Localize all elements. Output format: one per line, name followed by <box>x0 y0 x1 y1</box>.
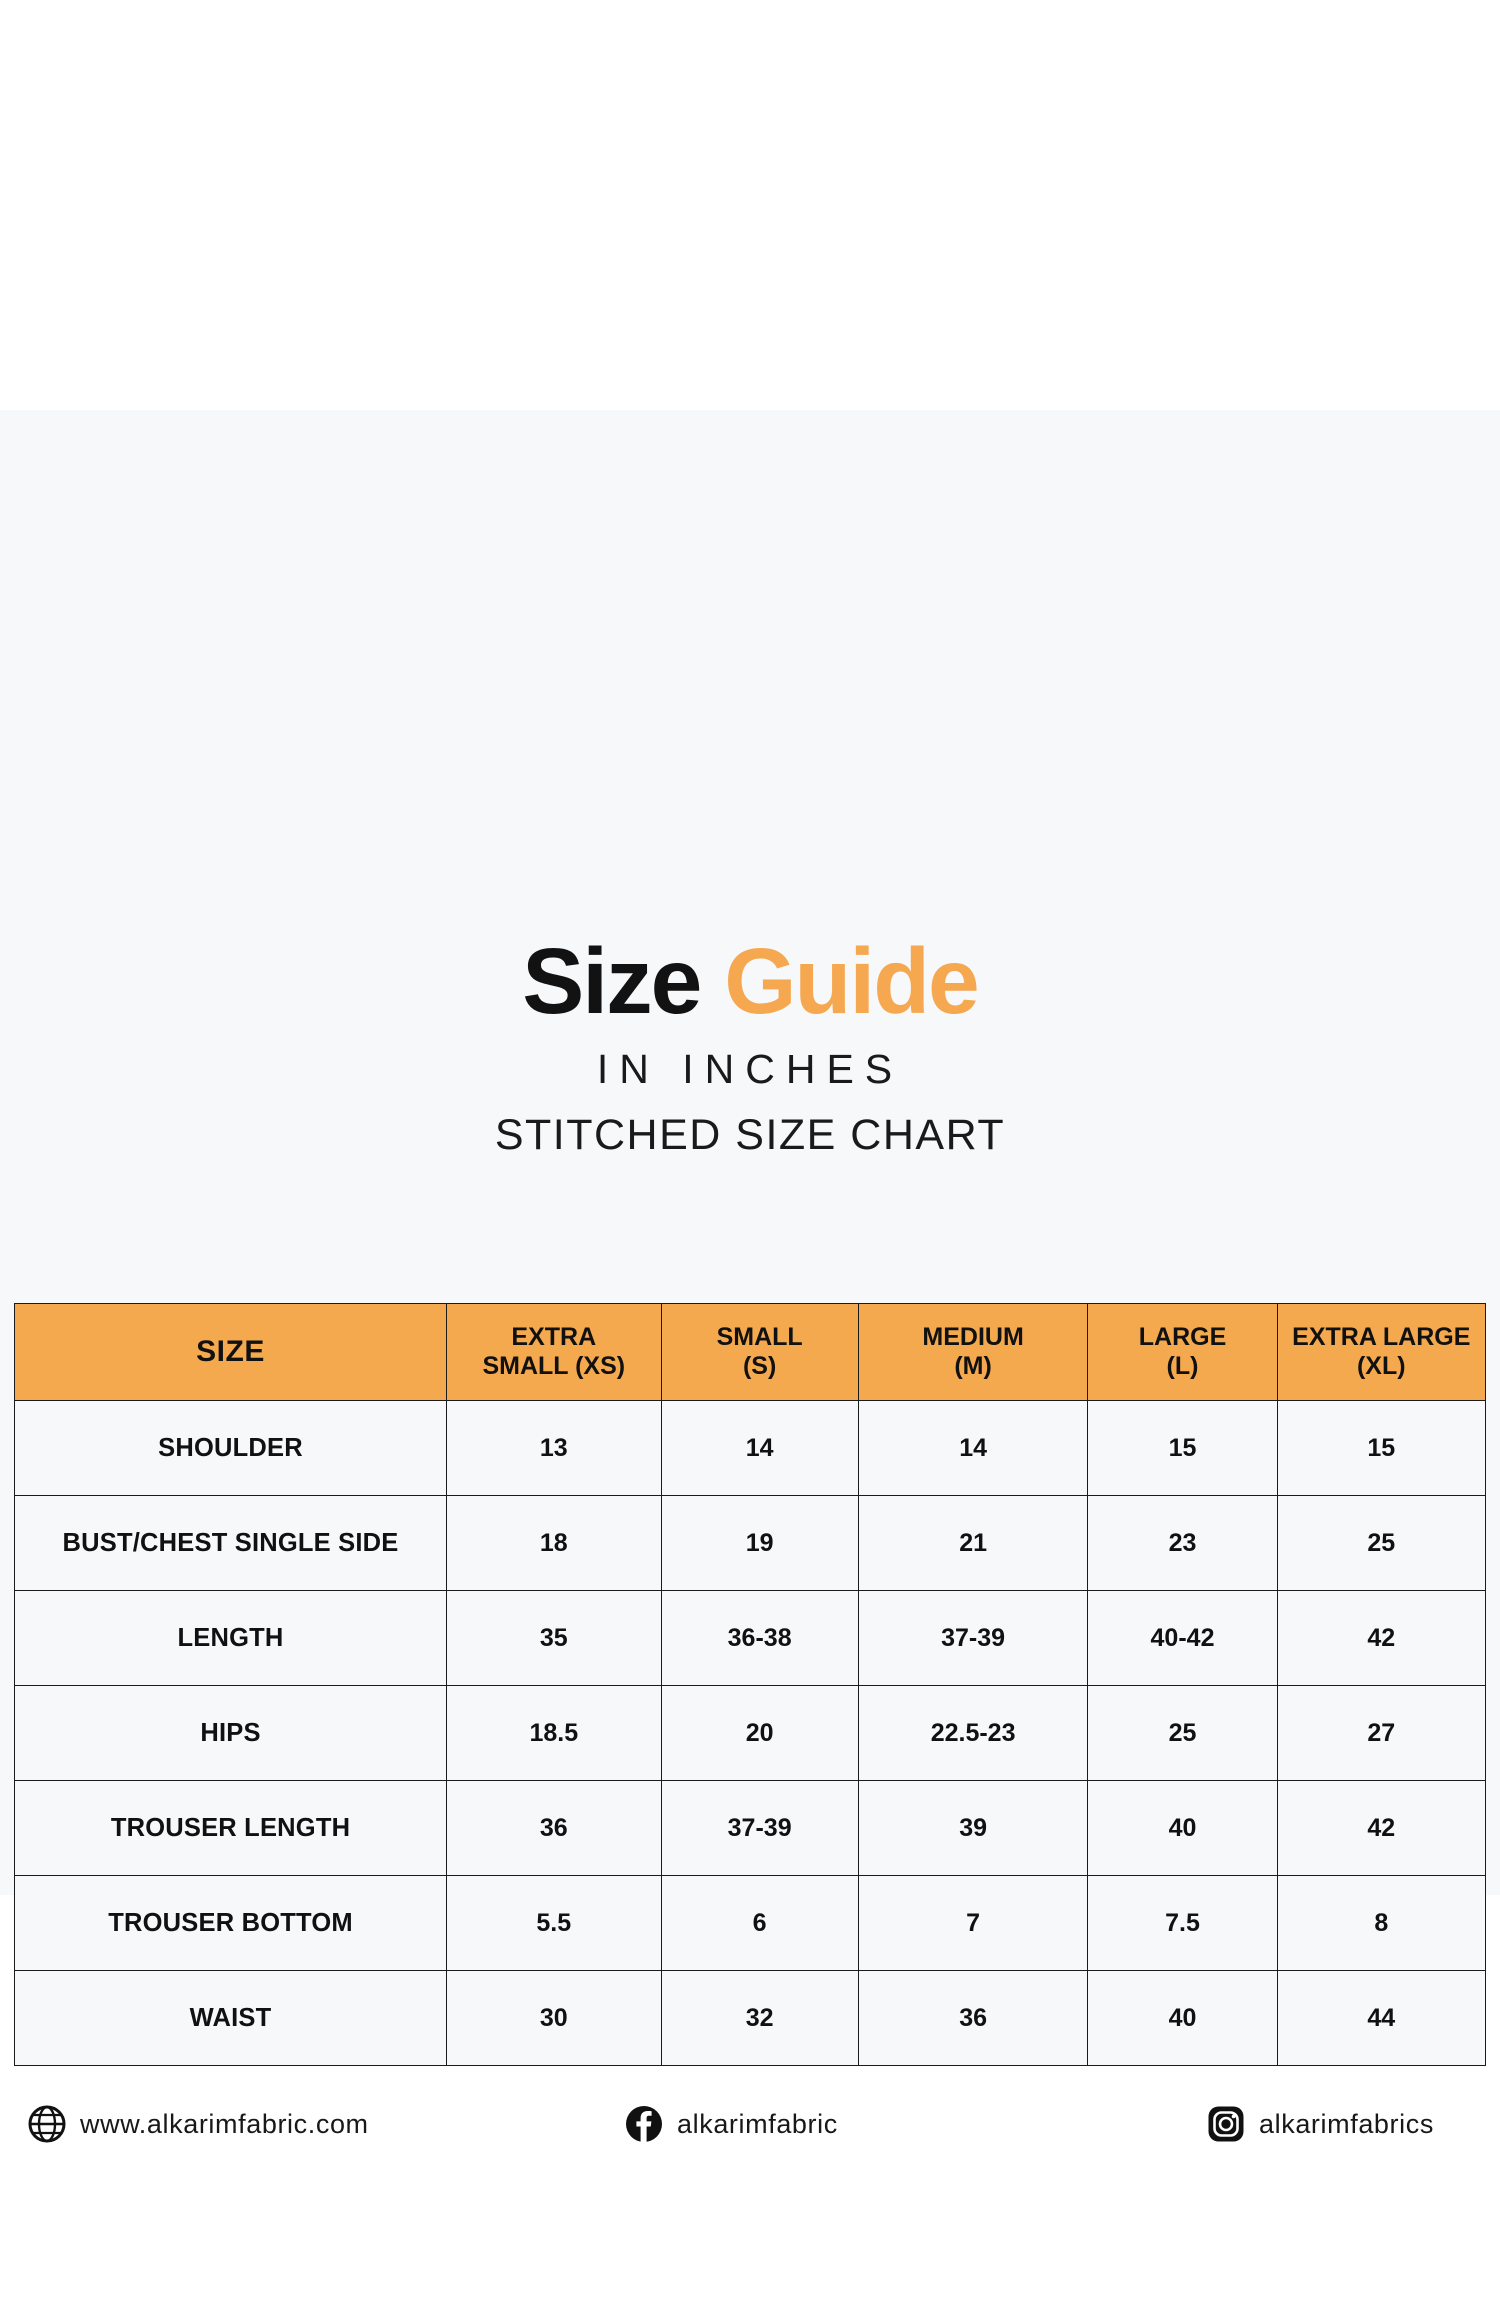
cell-length-l: 40-42 <box>1088 1591 1277 1686</box>
table-header-row <box>15 1304 1486 1401</box>
title-part-guide: Guide <box>724 929 978 1033</box>
cell-trouser-length-xl: 42 <box>1277 1781 1485 1876</box>
cell-bust-l: 23 <box>1088 1496 1277 1591</box>
cell-hips-s: 20 <box>661 1686 858 1781</box>
row-label-waist: WAIST <box>15 1971 447 2066</box>
cell-hips-xl: 27 <box>1277 1686 1485 1781</box>
cell-shoulder-l: 15 <box>1088 1401 1277 1496</box>
column-header-xl-line2: (XL) <box>1356 1352 1406 1380</box>
cell-bust-m: 21 <box>858 1496 1088 1591</box>
cell-shoulder-xl: 15 <box>1277 1401 1485 1496</box>
table-row <box>15 1686 1486 1781</box>
content-panel <box>0 410 1500 2139</box>
cell-trouser-length-xs: 36 <box>447 1781 661 1876</box>
cell-trouser-bottom-xl: 8 <box>1277 1876 1485 1971</box>
cell-trouser-length-l: 40 <box>1088 1781 1277 1876</box>
title-part-size: Size <box>522 929 701 1033</box>
instagram-icon <box>1207 2105 1245 2143</box>
cell-shoulder-xs: 13 <box>447 1401 661 1496</box>
cell-bust-xs: 18 <box>447 1496 661 1591</box>
facebook-icon <box>625 2105 663 2143</box>
page-title <box>0 929 1500 1033</box>
column-header-l-line1: LARGE <box>1138 1322 1227 1351</box>
table-row <box>15 1401 1486 1496</box>
cell-trouser-bottom-l: 7.5 <box>1088 1876 1277 1971</box>
cell-trouser-bottom-s: 6 <box>661 1876 858 1971</box>
column-header-l-line2: (L) <box>1166 1352 1199 1380</box>
column-header-xs-line1: EXTRA <box>511 1322 597 1351</box>
column-header-s <box>661 1304 858 1401</box>
column-header-xs <box>447 1304 661 1401</box>
table-header <box>15 1304 1486 1401</box>
globe-icon <box>28 2105 66 2143</box>
subtitle-chart-type: STITCHED SIZE CHART <box>494 1111 1006 1159</box>
cell-trouser-length-s: 37-39 <box>661 1781 858 1876</box>
footer-website-label: www.alkarimfabric.com <box>80 2108 369 2139</box>
table-row <box>15 1971 1486 2066</box>
column-header-xl <box>1277 1304 1485 1401</box>
row-label-trouser-length: TROUSER LENGTH <box>15 1781 447 1876</box>
footer-instagram[interactable] <box>1207 2105 1434 2143</box>
footer <box>0 2105 1500 2175</box>
row-label-hips: HIPS <box>15 1686 447 1781</box>
column-header-size-line1: SIZE <box>196 1335 265 1369</box>
cell-trouser-length-m: 39 <box>858 1781 1088 1876</box>
title-block <box>0 929 1500 1160</box>
column-header-m-line2: (M) <box>954 1352 992 1380</box>
table-row <box>15 1781 1486 1876</box>
cell-waist-xl: 44 <box>1277 1971 1485 2066</box>
cell-length-s: 36-38 <box>661 1591 858 1686</box>
row-label-shoulder: SHOULDER <box>15 1401 447 1496</box>
table-row <box>15 1496 1486 1591</box>
cell-waist-l: 40 <box>1088 1971 1277 2066</box>
cell-hips-xs: 18.5 <box>447 1686 661 1781</box>
column-header-l <box>1088 1304 1277 1401</box>
cell-bust-s: 19 <box>661 1496 858 1591</box>
column-header-m-line1: MEDIUM <box>922 1322 1024 1351</box>
row-label-trouser-bottom: TROUSER BOTTOM <box>15 1876 447 1971</box>
size-table-wrapper <box>14 1303 1486 2066</box>
column-header-xl-line1: EXTRA LARGE <box>1292 1322 1471 1351</box>
column-header-xs-line2: SMALL (XS) <box>482 1352 626 1380</box>
subtitle-units: IN INCHES <box>596 1046 904 1092</box>
cell-trouser-bottom-xs: 5.5 <box>447 1876 661 1971</box>
cell-length-xs: 35 <box>447 1591 661 1686</box>
cell-length-m: 37-39 <box>858 1591 1088 1686</box>
column-header-size <box>15 1304 447 1401</box>
table-body <box>15 1401 1486 2066</box>
row-label-length: LENGTH <box>15 1591 447 1686</box>
table-row <box>15 1591 1486 1686</box>
cell-length-xl: 42 <box>1277 1591 1485 1686</box>
column-header-s-line2: (S) <box>742 1352 777 1380</box>
footer-website[interactable] <box>28 2105 369 2143</box>
cell-trouser-bottom-m: 7 <box>858 1876 1088 1971</box>
cell-shoulder-s: 14 <box>661 1401 858 1496</box>
footer-facebook-label: alkarimfabric <box>677 2108 838 2139</box>
cell-waist-s: 32 <box>661 1971 858 2066</box>
row-label-bust-chest: BUST/CHEST SINGLE SIDE <box>15 1496 447 1591</box>
cell-waist-m: 36 <box>858 1971 1088 2066</box>
column-header-m <box>858 1304 1088 1401</box>
footer-instagram-label: alkarimfabrics <box>1259 2108 1434 2139</box>
cell-hips-l: 25 <box>1088 1686 1277 1781</box>
size-table <box>14 1303 1486 2066</box>
cell-shoulder-m: 14 <box>858 1401 1088 1496</box>
table-row <box>15 1876 1486 1971</box>
cell-bust-xl: 25 <box>1277 1496 1485 1591</box>
cell-hips-m: 22.5-23 <box>858 1686 1088 1781</box>
column-header-s-line1: SMALL <box>716 1322 803 1351</box>
cell-waist-xs: 30 <box>447 1971 661 2066</box>
footer-facebook[interactable] <box>625 2105 838 2143</box>
